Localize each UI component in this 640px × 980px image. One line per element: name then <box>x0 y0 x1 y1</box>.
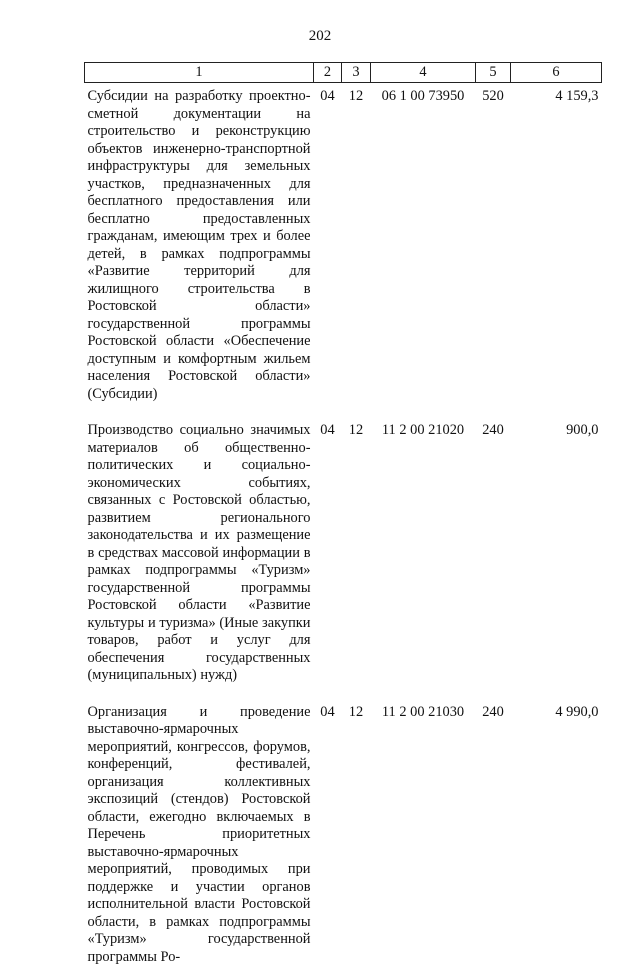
header-col-5: 5 <box>476 63 511 83</box>
row-description: Производство социально значимых материалов об общественно-политических и социально-экономических событиях, связанных с Ростовской областью, развитием регионального законодательства и их размещение в средствах массовой информации в рамках подпрограммы «Туризм» государственной программы Ростовской области «Развитие культуры и туризма» (Иные закупки товаров, работ и услуг для обеспечения государственных (муниципальных) нужд) <box>85 417 314 699</box>
header-col-1: 1 <box>85 63 314 83</box>
row-description: Организация и проведение выставочно-ярмарочных мероприятий, конгрессов, форумов, конференций, фестивалей, организация коллективных экспозиций (стендов) Ростовской области, ежегодно включаемых в Перечень приоритетных выставочно-ярмарочных мероприятий, проводимых при поддержке и участии органов исполнительной власти Ростовской области, в рамках подпрограммы «Туризм» государственной программы Ро- <box>85 699 314 980</box>
header-col-2: 2 <box>314 63 342 83</box>
table-header-row <box>85 63 602 83</box>
header-col-3: 3 <box>342 63 371 83</box>
table-row <box>85 699 602 980</box>
table-row <box>85 83 602 418</box>
row-expense-type: 240 <box>476 699 511 980</box>
row-expense-type: 240 <box>476 417 511 699</box>
row-subsection: 12 <box>342 699 371 980</box>
row-description: Субсидии на разработку проектно-сметной документации на строительство и реконструкцию объектов инженерно-транспортной инфраструктуры для земельных участков, предназначенных для бесплатного предоставления или бесплатно предоставленных гражданам, имеющим трех и более детей, в рамках подпрограммы «Развитие территорий для жилищного строительства в Ростовской области» государственной программы Ростовской области «Обеспечение доступным и комфортным жильем населения Ростовской области» (Субсидии) <box>85 83 314 418</box>
row-amount: 4 990,0 <box>511 699 602 980</box>
table-row <box>85 417 602 699</box>
row-target-code: 06 1 00 73950 <box>371 83 476 418</box>
row-section: 04 <box>314 699 342 980</box>
row-section: 04 <box>314 83 342 418</box>
header-col-4: 4 <box>371 63 476 83</box>
row-section: 04 <box>314 417 342 699</box>
row-target-code: 11 2 00 21020 <box>371 417 476 699</box>
row-amount: 4 159,3 <box>511 83 602 418</box>
page-number: 202 <box>0 28 640 45</box>
row-subsection: 12 <box>342 417 371 699</box>
header-col-6: 6 <box>511 63 602 83</box>
row-amount: 900,0 <box>511 417 602 699</box>
row-target-code: 11 2 00 21030 <box>371 699 476 980</box>
row-expense-type: 520 <box>476 83 511 418</box>
row-subsection: 12 <box>342 83 371 418</box>
budget-table <box>84 62 602 980</box>
